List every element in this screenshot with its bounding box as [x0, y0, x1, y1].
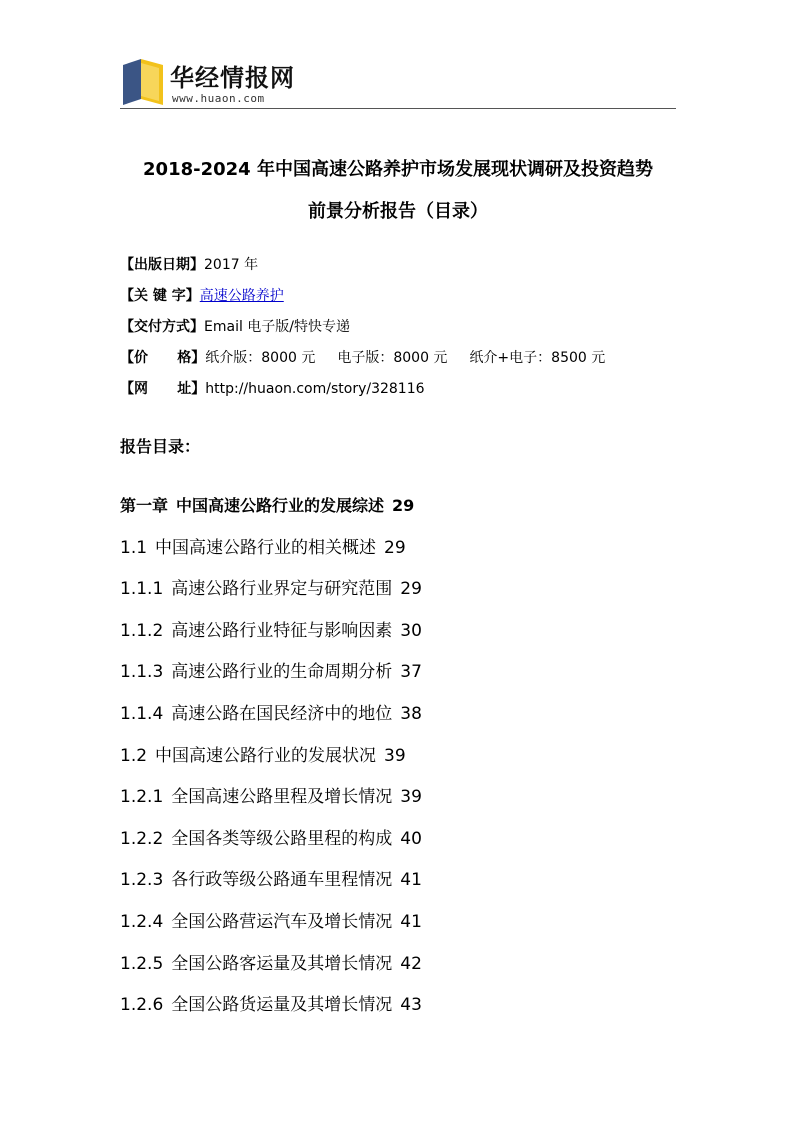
toc-item[interactable] — [120, 952, 680, 994]
toc-item[interactable] — [120, 536, 680, 578]
toc-number: 1.1 — [120, 537, 148, 558]
report-title-line-2: 前景分析报告（目录） — [308, 201, 488, 222]
toc-title: 全国各类等级公路里程的构成 — [171, 828, 393, 849]
toc-page: 29 — [384, 537, 406, 558]
toc-page: 41 — [400, 870, 422, 891]
toc-title: 高速公路行业的生命周期分析 — [171, 662, 393, 683]
meta-pub-date — [120, 255, 258, 275]
toc-item[interactable] — [120, 619, 680, 661]
toc-item[interactable] — [120, 910, 680, 952]
meta-key: 【出版日期】 — [120, 257, 204, 273]
toc-heading: 报告目录： — [120, 437, 201, 456]
website-url[interactable]: http://huaon.com/story/328116 — [205, 381, 425, 397]
toc-number: 1.2.3 — [120, 870, 164, 891]
meta-value: Email 电子版/特快专递 — [204, 319, 351, 335]
price-paper: 纸介版：8000 元 — [205, 350, 316, 366]
toc-item[interactable] — [120, 993, 680, 1035]
toc-page: 39 — [400, 787, 422, 808]
report-title-line-1: 2018-2024 年中国高速公路养护市场发展现状调研及投资趋势 — [143, 159, 653, 180]
meta-key: 【交付方式】 — [120, 319, 204, 335]
toc-number: 1.2.6 — [120, 995, 164, 1016]
table-of-contents — [120, 494, 680, 1035]
price-both: 纸介+电子：8500 元 — [469, 350, 606, 366]
toc-title: 中国高速公路行业的相关概述 — [155, 537, 377, 558]
toc-title: 中国高速公路行业的发展状况 — [155, 745, 377, 766]
toc-title: 全国高速公路里程及增长情况 — [171, 787, 393, 808]
toc-page: 38 — [400, 703, 422, 724]
toc-item[interactable] — [120, 702, 680, 744]
toc-number: 1.2.4 — [120, 911, 164, 932]
toc-item[interactable] — [120, 577, 680, 619]
toc-number: 1.1.3 — [120, 662, 164, 683]
toc-title: 各行政等级公路通车里程情况 — [171, 870, 393, 891]
toc-item[interactable] — [120, 744, 680, 786]
meta-keywords — [120, 286, 284, 306]
toc-title: 中国高速公路行业的发展综述 — [176, 496, 385, 515]
toc-number: 1.1.4 — [120, 703, 164, 724]
toc-title: 高速公路行业特征与影响因素 — [171, 620, 393, 641]
toc-page: 40 — [400, 828, 422, 849]
toc-number: 第一章 — [120, 496, 169, 515]
meta-value: 2017 年 — [204, 257, 259, 273]
price-digital: 电子版：8000 元 — [337, 350, 448, 366]
meta-website — [120, 379, 425, 399]
toc-item[interactable] — [120, 827, 680, 869]
toc-item[interactable] — [120, 494, 680, 536]
toc-title: 全国公路货运量及其增长情况 — [171, 995, 393, 1016]
toc-title: 全国公路营运汽车及增长情况 — [171, 911, 393, 932]
brand-name: 华经情报网 — [170, 64, 295, 92]
toc-number: 1.2.2 — [120, 828, 164, 849]
toc-page: 39 — [384, 745, 406, 766]
toc-page: 29 — [392, 496, 415, 515]
toc-page: 37 — [400, 662, 422, 683]
book-logo-icon — [123, 59, 163, 105]
toc-item[interactable] — [120, 660, 680, 702]
meta-key: 【网 址】 — [120, 381, 206, 397]
toc-item[interactable] — [120, 868, 680, 910]
toc-title: 高速公路在国民经济中的地位 — [171, 703, 393, 724]
toc-number: 1.2 — [120, 745, 148, 766]
toc-page: 30 — [400, 620, 422, 641]
toc-number: 1.1.2 — [120, 620, 164, 641]
toc-title: 高速公路行业界定与研究范围 — [171, 579, 393, 600]
toc-page: 41 — [400, 911, 422, 932]
meta-key: 【价 格】 — [120, 350, 206, 366]
toc-page: 42 — [400, 953, 422, 974]
toc-number: 1.2.5 — [120, 953, 164, 974]
toc-page: 43 — [400, 995, 422, 1016]
keyword-link[interactable]: 高速公路养护 — [199, 288, 284, 304]
header — [120, 56, 676, 109]
toc-title: 全国公路客运量及其增长情况 — [171, 953, 393, 974]
header-divider — [120, 108, 676, 109]
brand-url[interactable]: www.huaon.com — [172, 92, 265, 105]
toc-item[interactable] — [120, 785, 680, 827]
toc-number: 1.1.1 — [120, 579, 164, 600]
meta-delivery — [120, 317, 350, 337]
meta-key: 【关 键 字】 — [120, 288, 200, 304]
toc-page: 29 — [400, 579, 422, 600]
toc-number: 1.2.1 — [120, 787, 164, 808]
meta-price — [120, 348, 605, 368]
